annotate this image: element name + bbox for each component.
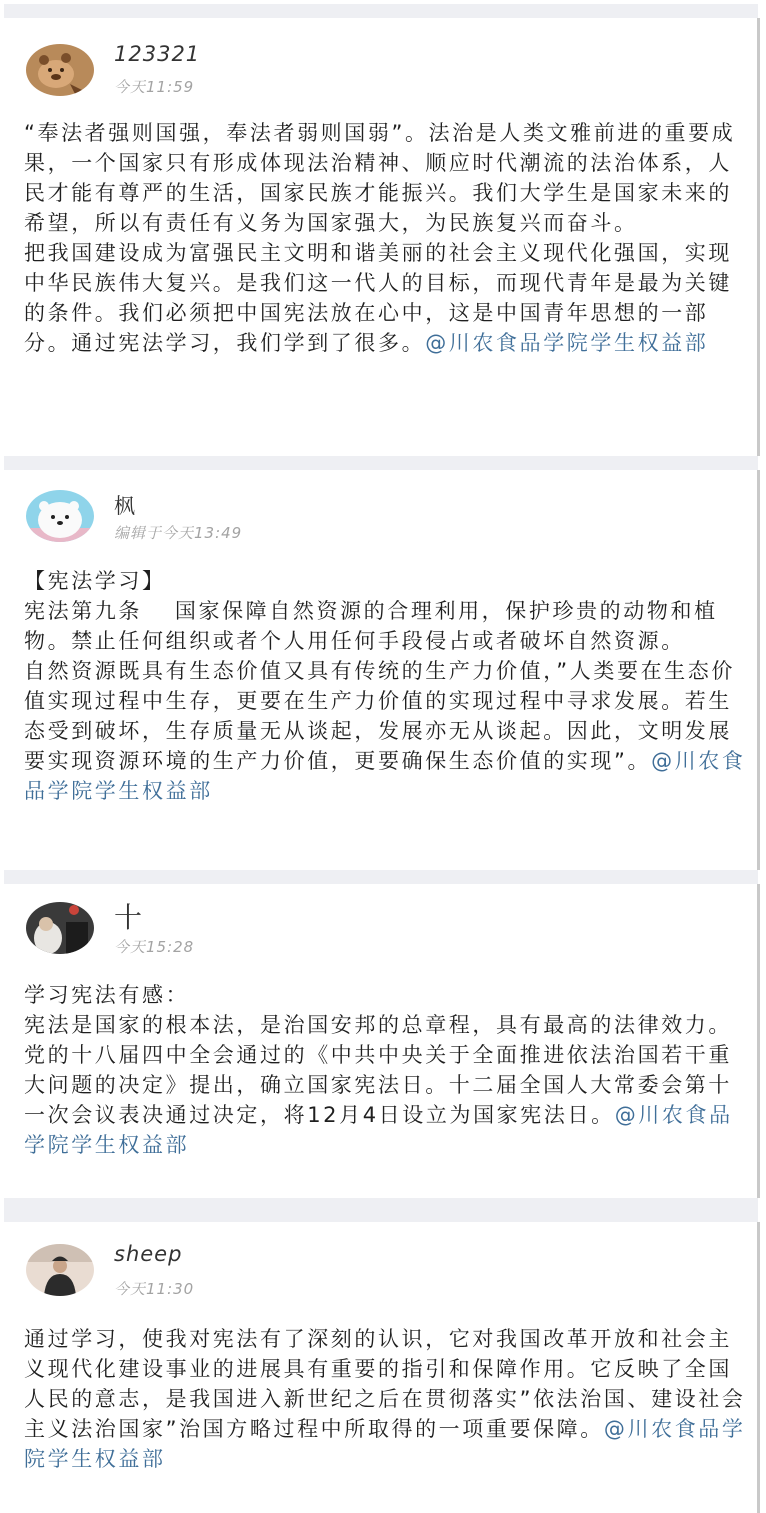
post-timestamp: 今天11:59 <box>114 78 195 96</box>
post-body <box>24 118 746 358</box>
mention-link[interactable]: @川农食品学院学生权益部 <box>425 331 709 355</box>
post-card[interactable] <box>4 884 758 1198</box>
post-card[interactable] <box>4 18 758 456</box>
username[interactable]: 123321 <box>114 42 201 66</box>
username[interactable]: 枫 <box>114 494 136 518</box>
post-card[interactable] <box>4 1222 758 1513</box>
person-avatar[interactable] <box>26 1244 94 1296</box>
post-timestamp: 今天15:28 <box>114 938 195 956</box>
post-text: “奉法者强则国强，奉法者弱则国弱”。法治是人类文雅前进的重要成果，一个国家只有形成体现法治精神、顺应时代潮流的法治体系，人民才能有尊严的生活，国家民族才能振兴。我们大学生是国家未来的希望，所以有责任有义务为国家强大，为民族复兴而奋斗。 把我国建设成为富强民主文明和谐美丽的社会主义现代化强国，实现中华民族伟大复兴。是我们这一代人的目标，而现代青年是最为关键的条件。我们必须把中国宪法放在心中，这是中国青年思想的一部分。通过宪法学习，我们学到了很多。 <box>24 121 736 355</box>
mention-link[interactable]: @川农食品学院学生权益部 <box>24 1417 746 1471</box>
post-card[interactable] <box>4 470 758 870</box>
bear-avatar[interactable] <box>26 44 94 96</box>
post-timestamp: 编辑于今天13:49 <box>114 524 243 542</box>
username[interactable]: 十 <box>114 901 144 934</box>
username[interactable]: sheep <box>114 1242 183 1266</box>
feed-divider <box>4 4 758 18</box>
post-text: 【宪法学习】 宪法第九条 国家保障自然资源的合理利用，保护珍贵的动物和植物。禁止任何组织或者个人用任何手段侵占或者破坏自然资源。 自然资源既具有生态价值又具有传统的生产力价值，”人类要在生态价值实现过程中生存，更要在生产力价值的实现过程中寻求发展。若生态受到破坏，生存质量无从谈起，发展亦无从谈起。因此，文明发展要实现资源环境的生产力价值，更要确保生态价值的实现”。 <box>24 569 735 773</box>
post-text: 通过学习，使我对宪法有了深刻的认识，它对我国改革开放和社会主义现代化建设事业的进展具有重要的指引和保障作用。它反映了全国人民的意志，是我国进入新世纪之后在贯彻落实”依法治国、建设社会主义法治国家”治国方略过程中所取得的一项重要保障。 <box>24 1327 746 1441</box>
post-body <box>24 566 746 806</box>
polar-bear-avatar[interactable] <box>26 490 94 542</box>
person-avatar[interactable] <box>26 902 94 954</box>
feed-divider <box>4 870 758 884</box>
post-body <box>24 1324 746 1474</box>
post-text: 学习宪法有感： 宪法是国家的根本法，是治国安邦的总章程，具有最高的法律效力。党的十八届四中全会通过的《中共中央关于全面推进依法治国若干重大问题的决定》提出，确立国家宪法日。十二届全国人大常委会第十一次会议表决通过决定，将12月4日设立为国家宪法日。 <box>24 983 732 1127</box>
feed-divider <box>4 456 758 470</box>
mention-link[interactable]: @川农食品学院学生权益部 <box>24 1103 733 1157</box>
post-timestamp: 今天11:30 <box>114 1280 195 1298</box>
feed-divider <box>4 1198 758 1222</box>
mention-link[interactable]: @川农食品学院学生权益部 <box>24 749 746 803</box>
post-body <box>24 980 746 1160</box>
